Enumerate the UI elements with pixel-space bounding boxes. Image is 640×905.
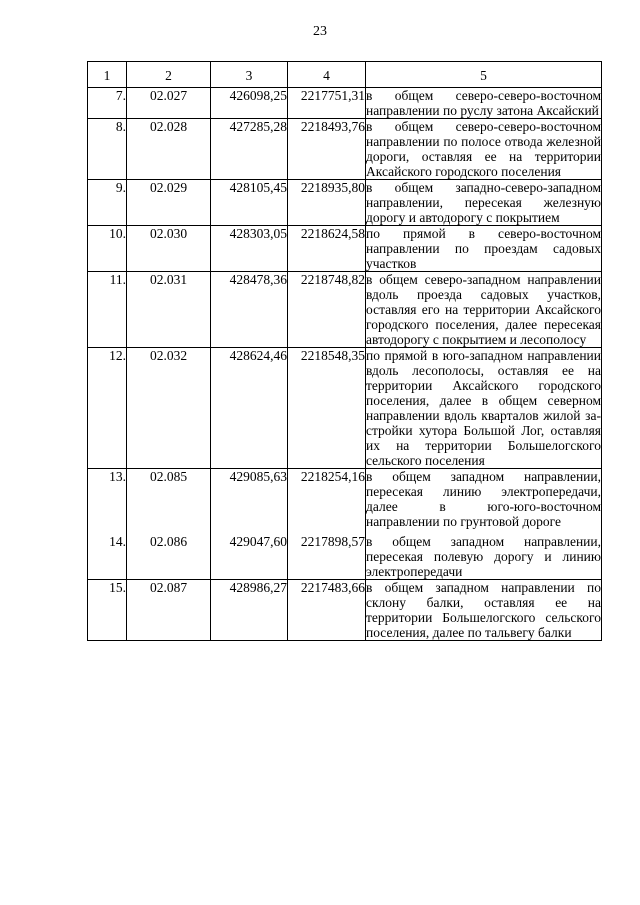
table-row [88, 534, 602, 580]
table-row [88, 580, 602, 641]
point-code: 02.027 [127, 88, 211, 119]
column-header: 3 [211, 62, 288, 88]
row-number: 14. [88, 534, 127, 580]
point-code: 02.029 [127, 180, 211, 226]
coordinate-x: 426098,25 [211, 88, 288, 119]
coordinate-y: 2218254,16 [288, 469, 366, 535]
coordinate-y: 2218748,82 [288, 272, 366, 348]
boundary-description: в общем западном направлении, пересекая полевую дорогу и линию электропередачи [366, 534, 601, 579]
coordinate-y: 2217751,31 [288, 88, 366, 119]
point-code: 02.086 [127, 534, 211, 580]
column-header: 4 [288, 62, 366, 88]
table-row [88, 119, 602, 180]
point-code: 02.028 [127, 119, 211, 180]
coordinate-y: 2217898,57 [288, 534, 366, 580]
table-row [88, 88, 602, 119]
coordinate-y: 2218548,35 [288, 348, 366, 469]
row-number: 8. [88, 119, 127, 180]
coordinate-y: 2218624,58 [288, 226, 366, 272]
boundary-description: в общем западно-северо-западном направлении, пересекая железную дорогу и автодорогу с покрытием [366, 180, 601, 225]
boundary-description: по прямой в юго-западном направлении вдоль лесополосы, оставляя ее на территории Аксайского городского поселения, далее в общем северном направлении вдоль кварталов жилой застройки хутора Большой Лог, оставляя их на территории Большелогского сельского поселения [366, 348, 601, 468]
column-header: 1 [88, 62, 127, 88]
coordinate-x: 428478,36 [211, 272, 288, 348]
point-code: 02.031 [127, 272, 211, 348]
point-code: 02.085 [127, 469, 211, 535]
coordinate-x: 428624,46 [211, 348, 288, 469]
table-row [88, 469, 602, 535]
coordinate-y: 2217483,66 [288, 580, 366, 641]
coordinate-x: 429047,60 [211, 534, 288, 580]
boundary-description: по прямой в северо-восточном направлении по проездам садовых участков [366, 226, 601, 271]
coordinate-y: 2218935,80 [288, 180, 366, 226]
row-number: 11. [88, 272, 127, 348]
boundary-description: в общем западном направлении по склону балки, оставляя ее на территории Большелогского сельского поселения, далее по тальвегу балки [366, 580, 601, 640]
page-number: 23 [313, 24, 327, 39]
boundary-description: в общем западном направлении, пересекая линию электропередачи, далее в юго-юго-восточном направлении по грунтовой дороге [366, 469, 602, 535]
boundary-points-table [87, 61, 602, 641]
table-row [88, 272, 602, 348]
row-number: 10. [88, 226, 127, 272]
row-number: 12. [88, 348, 127, 469]
column-header: 2 [127, 62, 211, 88]
table-header-row [88, 62, 602, 88]
row-number: 7. [88, 88, 127, 119]
row-number: 9. [88, 180, 127, 226]
point-code: 02.087 [127, 580, 211, 641]
coordinate-x: 428105,45 [211, 180, 288, 226]
coordinate-x: 427285,28 [211, 119, 288, 180]
point-code: 02.030 [127, 226, 211, 272]
coordinate-x: 428303,05 [211, 226, 288, 272]
table-row [88, 180, 602, 226]
table-row [88, 348, 602, 469]
coordinate-y: 2218493,76 [288, 119, 366, 180]
boundary-description: в общем северо-северо-восточном направлении по руслу затона Аксайский [366, 88, 601, 118]
boundary-description: в общем северо-северо-восточном направлении по полосе отвода железной дороги, оставляя ее на территории Аксайского городского поселения [366, 119, 601, 179]
table-row [88, 226, 602, 272]
row-number: 15. [88, 580, 127, 641]
row-number: 13. [88, 469, 127, 535]
boundary-description: в общем северо-западном направлении вдоль проезда садовых участков, оставляя его на территории Аксайского городского поселения, далее пересекая автодорогу с покрытием и лесополосу [366, 272, 601, 347]
coordinate-x: 429085,63 [211, 469, 288, 535]
column-header: 5 [366, 62, 602, 88]
point-code: 02.032 [127, 348, 211, 469]
coordinate-x: 428986,27 [211, 580, 288, 641]
